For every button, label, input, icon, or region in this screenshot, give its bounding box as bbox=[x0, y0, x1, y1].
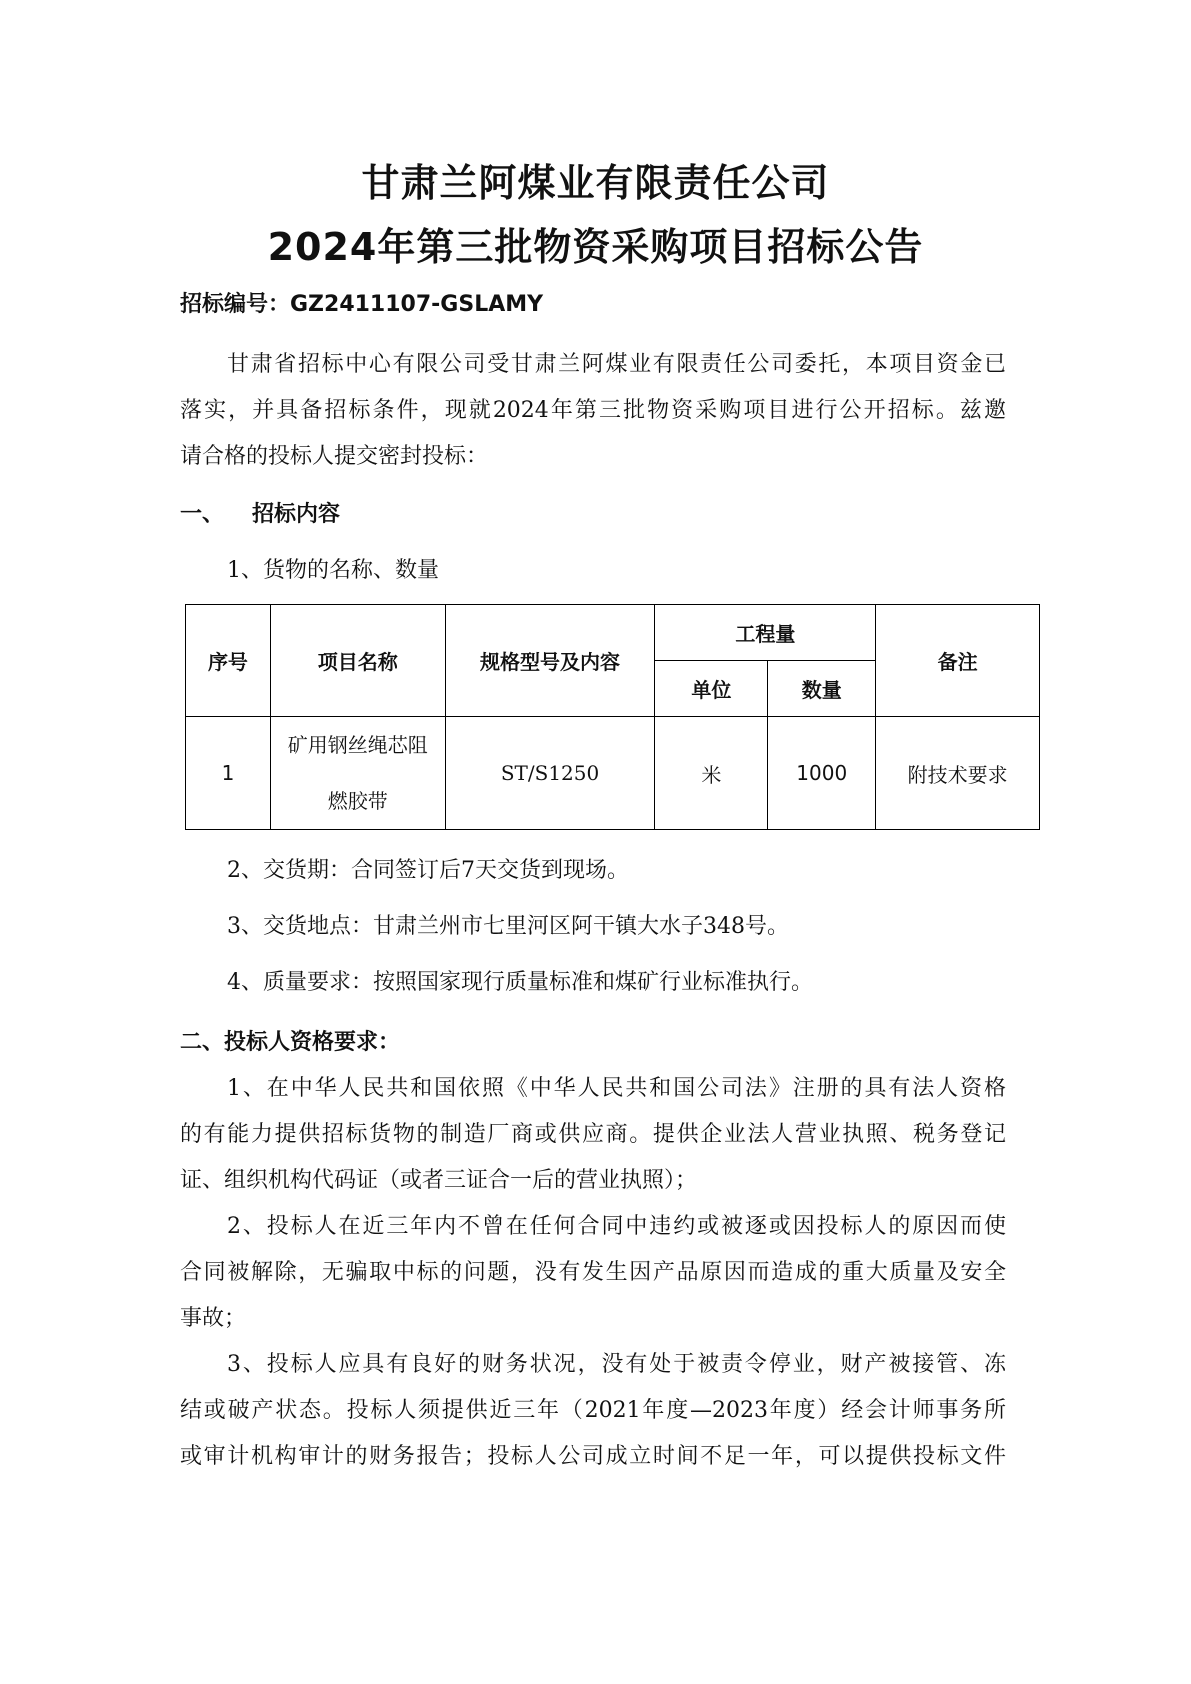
cell-remark: 附技术要求 bbox=[876, 717, 1040, 830]
cell-seq: 1 bbox=[186, 717, 271, 830]
section2-p2-line2: 合同被解除，无骗取中标的问题，没有发生因产品原因而造成的重大质量及安全 bbox=[180, 1260, 1006, 1285]
cell-name-line2: 燃胶带 bbox=[327, 789, 388, 813]
section1-number: 一、 bbox=[180, 502, 225, 527]
section2-p3-line3: 或审计机构审计的财务报告；投标人公司成立时间不足一年，可以提供投标文件 bbox=[180, 1444, 1006, 1469]
section2-p1-line2: 的有能力提供招标货物的制造厂商或供应商。提供企业法人营业执照、税务登记 bbox=[180, 1122, 1006, 1147]
header-remark: 备注 bbox=[876, 605, 1040, 717]
delivery-place: 3、交货地点：甘肃兰州市七里河区阿干镇大水子348号。 bbox=[227, 914, 789, 939]
document-title-line1: 甘肃兰阿煤业有限责任公司 bbox=[361, 161, 830, 205]
section2-p3-line1: 3、投标人应具有良好的财务状况，没有处于被责令停业，财产被接管、冻 bbox=[227, 1352, 1006, 1377]
section2-p1-line3: 证、组织机构代码证（或者三证合一后的营业执照）； bbox=[180, 1168, 698, 1193]
header-spec: 规格型号及内容 bbox=[445, 605, 655, 717]
section2-p2-line1: 2、投标人在近三年内不曾在任何合同中违约或被逐或因投标人的原因而使 bbox=[227, 1214, 1006, 1239]
goods-table bbox=[185, 604, 1040, 830]
table-row bbox=[186, 717, 1040, 830]
intro-line-1: 甘肃省招标中心有限公司受甘肃兰阿煤业有限责任公司委托，本项目资金已 bbox=[227, 352, 1006, 377]
section2-p2-line3: 事故； bbox=[180, 1306, 247, 1331]
header-seq: 序号 bbox=[186, 605, 271, 717]
section2-p3-line2: 结或破产状态。投标人须提供近三年（2021年度—2023年度）经会计师事务所 bbox=[180, 1398, 1006, 1423]
cell-name-line1: 矿用钢丝绳芯阻 bbox=[287, 733, 428, 757]
cell-unit: 米 bbox=[655, 717, 768, 830]
section1-sub1: 1、货物的名称、数量 bbox=[227, 558, 439, 583]
tender-number: 招标编号：GZ2411107-GSLAMY bbox=[180, 292, 544, 317]
header-qty: 数量 bbox=[768, 661, 876, 717]
delivery-period: 2、交货期：合同签订后7天交货到现场。 bbox=[227, 858, 629, 883]
header-quantity-group: 工程量 bbox=[655, 605, 876, 661]
quality-requirement: 4、质量要求：按照国家现行质量标准和煤矿行业标准执行。 bbox=[227, 970, 813, 995]
cell-spec: ST/S1250 bbox=[445, 717, 655, 830]
section2-p1-line1: 1、在中华人民共和国依照《中华人民共和国公司法》注册的具有法人资格 bbox=[227, 1076, 1006, 1101]
cell-name bbox=[270, 717, 445, 830]
document-title-line2: 2024年第三批物资采购项目招标公告 bbox=[267, 225, 924, 269]
header-unit: 单位 bbox=[655, 661, 768, 717]
section1-title: 招标内容 bbox=[252, 502, 341, 527]
intro-line-3: 请合格的投标人提交密封投标： bbox=[180, 444, 489, 469]
header-name: 项目名称 bbox=[270, 605, 445, 717]
section2-title: 二、投标人资格要求： bbox=[180, 1030, 401, 1055]
table-header-row bbox=[186, 605, 1040, 661]
cell-qty: 1000 bbox=[768, 717, 876, 830]
intro-line-2: 落实，并具备招标条件，现就2024年第三批物资采购项目进行公开招标。兹邀 bbox=[180, 398, 1006, 423]
